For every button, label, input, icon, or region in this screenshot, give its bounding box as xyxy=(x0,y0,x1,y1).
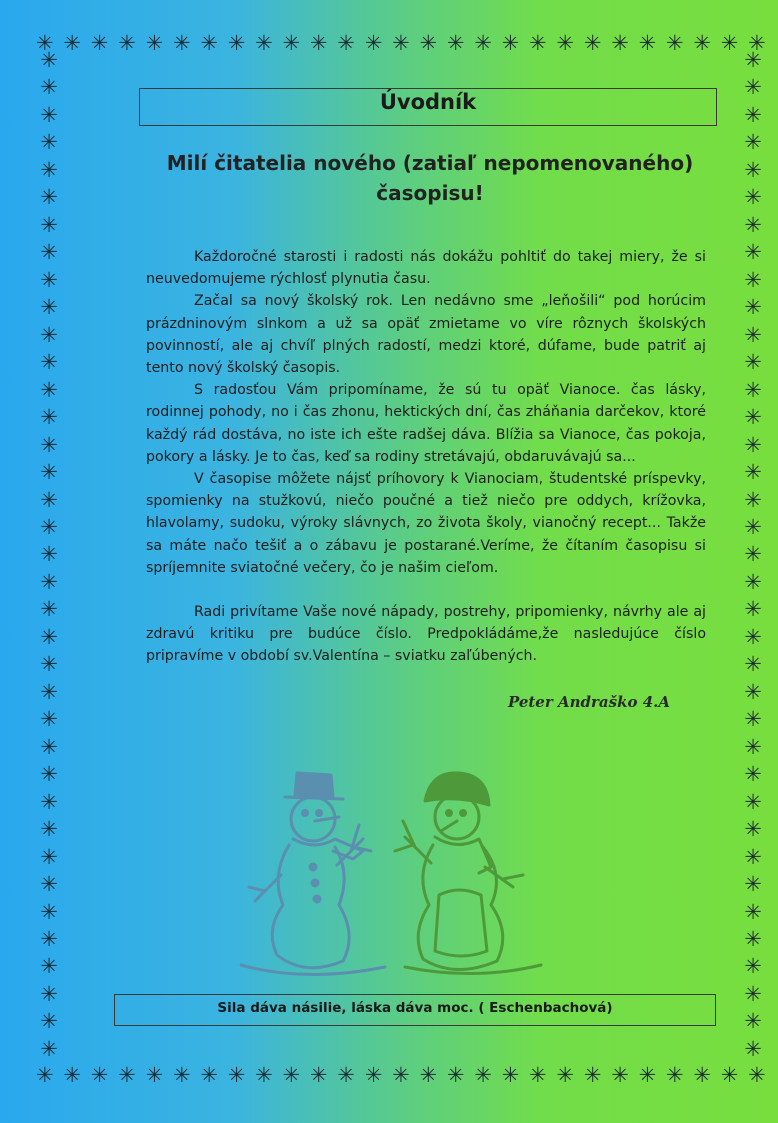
snowflake-icon: ✳ xyxy=(392,30,410,55)
snowflake-icon: ✳ xyxy=(748,1062,766,1087)
snowflake-icon: ✳ xyxy=(720,1062,739,1087)
snowflake-icon: ✳ xyxy=(40,789,58,814)
snowflake-icon: ✳ xyxy=(282,1062,301,1087)
snowflake-icon: ✳ xyxy=(40,212,58,237)
snowflake-icon: ✳ xyxy=(40,377,58,402)
snowflake-icon: ✳ xyxy=(501,30,520,55)
snowflake-icon: ✳ xyxy=(40,954,58,979)
snowflake-icon: ✳ xyxy=(744,102,762,127)
snowflake-icon: ✳ xyxy=(665,30,684,55)
snowflake-icon: ✳ xyxy=(40,1009,58,1034)
snowflake-icon: ✳ xyxy=(364,1062,383,1087)
snowflake-icon: ✳ xyxy=(40,130,58,155)
paragraph: V časopise môžete nájsť príhovory k Vianociam, študentské príspevky, spomienky na stužkovú, niečo poučné a tiež niečo pre oddych, krížovka, hlavolamy, sudoku, výroky slávnych, zo života školy, vianočný recept... Takže sa máte načo tešiť a o zábavu je postarané.Veríme, že čítaním časopisu si spríjemnite sviatočné večery, čo je našim cieľom. xyxy=(146,471,706,576)
snowflake-icon: ✳ xyxy=(337,30,355,55)
snowflake-icon: ✳ xyxy=(744,679,762,704)
snowflake-icon: ✳ xyxy=(744,899,762,924)
snowflake-icon: ✳ xyxy=(744,844,762,869)
snowflake-icon: ✳ xyxy=(744,817,762,842)
snowflake-icon: ✳ xyxy=(40,624,58,649)
snowflake-icon: ✳ xyxy=(40,981,58,1006)
snowflake-icon: ✳ xyxy=(40,157,58,182)
snowflake-icon: ✳ xyxy=(63,30,81,55)
snowflake-icon: ✳ xyxy=(63,1062,81,1087)
snowflake-icon: ✳ xyxy=(145,30,164,55)
snowflake-icon: ✳ xyxy=(40,460,58,485)
snowflake-icon: ✳ xyxy=(744,377,762,402)
snowflake-icon: ✳ xyxy=(40,597,58,622)
snowflake-border-top xyxy=(36,30,766,56)
snowflake-icon: ✳ xyxy=(172,30,191,55)
snowflake-icon: ✳ xyxy=(744,707,762,732)
snowflake-icon: ✳ xyxy=(255,30,273,55)
paragraph: S radosťou Vám pripomíname, že sú tu opäť Vianoce. čas lásky, rodinnej pohody, no i čas zhonu, hektických dní, čas zháňania darčekov, ktoré každý rád dostáva, no iste ich ešte radšej dáva. Blížia sa Vianoce, čas pokoja, pokory a lásky. Je to čas, keď sa rodiny stretávajú, obdaruvávajú sa... xyxy=(146,382,706,465)
snowflake-icon: ✳ xyxy=(40,48,58,72)
snowflake-icon: ✳ xyxy=(744,981,762,1006)
snowflake-icon: ✳ xyxy=(40,514,58,539)
snowflake-icon: ✳ xyxy=(40,927,58,951)
snowflake-icon: ✳ xyxy=(227,1062,246,1087)
snowflake-icon: ✳ xyxy=(744,514,762,539)
snowflake-icon: ✳ xyxy=(720,30,739,55)
snowflake-icon: ✳ xyxy=(446,30,465,55)
snowflake-icon: ✳ xyxy=(36,1062,54,1087)
snowflake-icon: ✳ xyxy=(744,157,762,182)
snowflake-icon: ✳ xyxy=(40,707,58,732)
snowflake-icon: ✳ xyxy=(40,844,58,869)
snowflake-icon: ✳ xyxy=(40,405,58,430)
snowflake-icon: ✳ xyxy=(40,1036,58,1061)
headline: Milí čitatelia nového (zatiaľ nepomenovaného) časopisu! xyxy=(166,151,694,205)
page-title: Úvodník xyxy=(379,90,477,114)
snowflake-icon: ✳ xyxy=(611,1062,629,1087)
snowflake-icon: ✳ xyxy=(40,322,58,347)
footer-quote: Sila dáva násilie, láska dáva moc. ( Eschenbachová) xyxy=(217,1000,613,1016)
snowflake-icon: ✳ xyxy=(744,295,762,320)
snowflake-icon: ✳ xyxy=(200,30,218,55)
snowflake-icon: ✳ xyxy=(40,762,58,787)
snowflake-icon: ✳ xyxy=(556,30,575,55)
snowflake-icon: ✳ xyxy=(583,1062,602,1087)
snowflake-icon: ✳ xyxy=(744,652,762,677)
snowflake-icon: ✳ xyxy=(744,569,762,594)
snowflake-icon: ✳ xyxy=(744,405,762,430)
snowflake-icon: ✳ xyxy=(638,1062,657,1087)
snowflake-icon: ✳ xyxy=(744,267,762,292)
snowflake-border-right xyxy=(740,50,766,1060)
snowflake-icon: ✳ xyxy=(40,240,58,265)
snowflake-icon: ✳ xyxy=(744,460,762,485)
snowflake-icon: ✳ xyxy=(118,1062,136,1087)
snowflake-icon: ✳ xyxy=(282,30,301,55)
snowflake-icon: ✳ xyxy=(501,1062,520,1087)
snowflake-icon: ✳ xyxy=(40,350,58,375)
paragraph: Každoročné starosti i radosti nás dokážu pohltiť do takej miery, že si neuvedomujeme rýchlosť plynutia času. xyxy=(146,249,706,288)
snowflake-icon: ✳ xyxy=(40,817,58,842)
paragraph: Začal sa nový školský rok. Len nedávno sme „leňošili“ pod horúcim prázdninovým slnkom a už sa opäť zmietame vo víre rôznych školských povinností, ale aj chvíľ plných radostí, medzi ktoré, dúfame, bude patriť aj tento nový školský časopis. xyxy=(146,293,706,377)
snowflake-icon: ✳ xyxy=(36,30,54,55)
snowflake-icon: ✳ xyxy=(309,1062,328,1087)
article-body xyxy=(146,246,706,668)
snowflake-icon: ✳ xyxy=(90,1062,109,1087)
snowflake-icon: ✳ xyxy=(744,75,762,100)
snowflake-border-left xyxy=(36,50,62,1060)
snowflake-icon: ✳ xyxy=(693,1062,711,1087)
snowflake-icon: ✳ xyxy=(744,212,762,237)
snowflake-icon: ✳ xyxy=(40,569,58,594)
snowflake-icon: ✳ xyxy=(40,185,58,210)
snowman-with-bonnet-icon xyxy=(395,773,541,974)
snowflake-icon: ✳ xyxy=(744,487,762,512)
snowflake-icon: ✳ xyxy=(693,30,711,55)
snowflake-icon: ✳ xyxy=(744,762,762,787)
snowflake-icon: ✳ xyxy=(638,30,657,55)
snowflake-icon: ✳ xyxy=(744,48,762,72)
snowflake-icon: ✳ xyxy=(474,30,492,55)
snowflake-icon: ✳ xyxy=(744,322,762,347)
snowmen-illustration-icon xyxy=(235,755,545,985)
snowflake-icon: ✳ xyxy=(200,1062,218,1087)
snowflake-icon: ✳ xyxy=(172,1062,191,1087)
snowflake-icon: ✳ xyxy=(529,30,547,55)
snowflake-icon: ✳ xyxy=(90,30,109,55)
snowflake-icon: ✳ xyxy=(744,927,762,951)
snowflake-icon: ✳ xyxy=(40,102,58,127)
snowflake-icon: ✳ xyxy=(40,652,58,677)
snowflake-icon: ✳ xyxy=(40,75,58,100)
snowflake-border-bottom xyxy=(36,1062,766,1088)
snowflake-icon: ✳ xyxy=(145,1062,164,1087)
snowflake-icon: ✳ xyxy=(748,30,766,55)
snowflake-icon: ✳ xyxy=(744,1009,762,1034)
snowflake-icon: ✳ xyxy=(40,267,58,292)
snowflake-icon: ✳ xyxy=(40,295,58,320)
snowflake-icon: ✳ xyxy=(392,1062,410,1087)
snowflake-icon: ✳ xyxy=(665,1062,684,1087)
snowflake-icon: ✳ xyxy=(40,679,58,704)
paragraph: Radi privítame Vaše nové nápady, postrehy, pripomienky, návrhy ale aj zdravú kritiku pre budúce číslo. Predpokládáme,že nasledujúce číslo pripravíme v období sv.Valentína – sviatku zaľúbených. xyxy=(146,604,706,665)
snowflake-icon: ✳ xyxy=(40,542,58,567)
snowflake-icon: ✳ xyxy=(40,899,58,924)
snowflake-icon: ✳ xyxy=(529,1062,547,1087)
snowflake-icon: ✳ xyxy=(744,872,762,897)
snowflake-icon: ✳ xyxy=(744,789,762,814)
snowflake-icon: ✳ xyxy=(744,1036,762,1061)
snowflake-icon: ✳ xyxy=(40,734,58,759)
snowflake-icon: ✳ xyxy=(744,130,762,155)
snowflake-icon: ✳ xyxy=(474,1062,492,1087)
snowman-with-hat-icon xyxy=(241,773,385,975)
snowflake-icon: ✳ xyxy=(40,432,58,457)
snowflake-icon: ✳ xyxy=(744,432,762,457)
snowflake-icon: ✳ xyxy=(744,240,762,265)
snowflake-icon: ✳ xyxy=(744,542,762,567)
snowflake-icon: ✳ xyxy=(227,30,246,55)
author-signature: Peter Andraško 4.A xyxy=(507,693,670,711)
snowflake-icon: ✳ xyxy=(583,30,602,55)
snowflake-icon: ✳ xyxy=(744,597,762,622)
snowflake-icon: ✳ xyxy=(446,1062,465,1087)
snowflake-icon: ✳ xyxy=(556,1062,575,1087)
snowflake-icon: ✳ xyxy=(40,872,58,897)
snowflake-icon: ✳ xyxy=(744,350,762,375)
snowflake-icon: ✳ xyxy=(744,734,762,759)
snowflake-icon: ✳ xyxy=(337,1062,355,1087)
snowflake-icon: ✳ xyxy=(611,30,629,55)
snowflake-icon: ✳ xyxy=(118,30,136,55)
snowflake-icon: ✳ xyxy=(255,1062,273,1087)
snowflake-icon: ✳ xyxy=(419,30,438,55)
snowflake-icon: ✳ xyxy=(744,185,762,210)
snowflake-icon: ✳ xyxy=(419,1062,438,1087)
snowflake-icon: ✳ xyxy=(744,954,762,979)
snowflake-icon: ✳ xyxy=(744,624,762,649)
snowflake-icon: ✳ xyxy=(40,487,58,512)
snowflake-icon: ✳ xyxy=(364,30,383,55)
snowflake-icon: ✳ xyxy=(309,30,328,55)
